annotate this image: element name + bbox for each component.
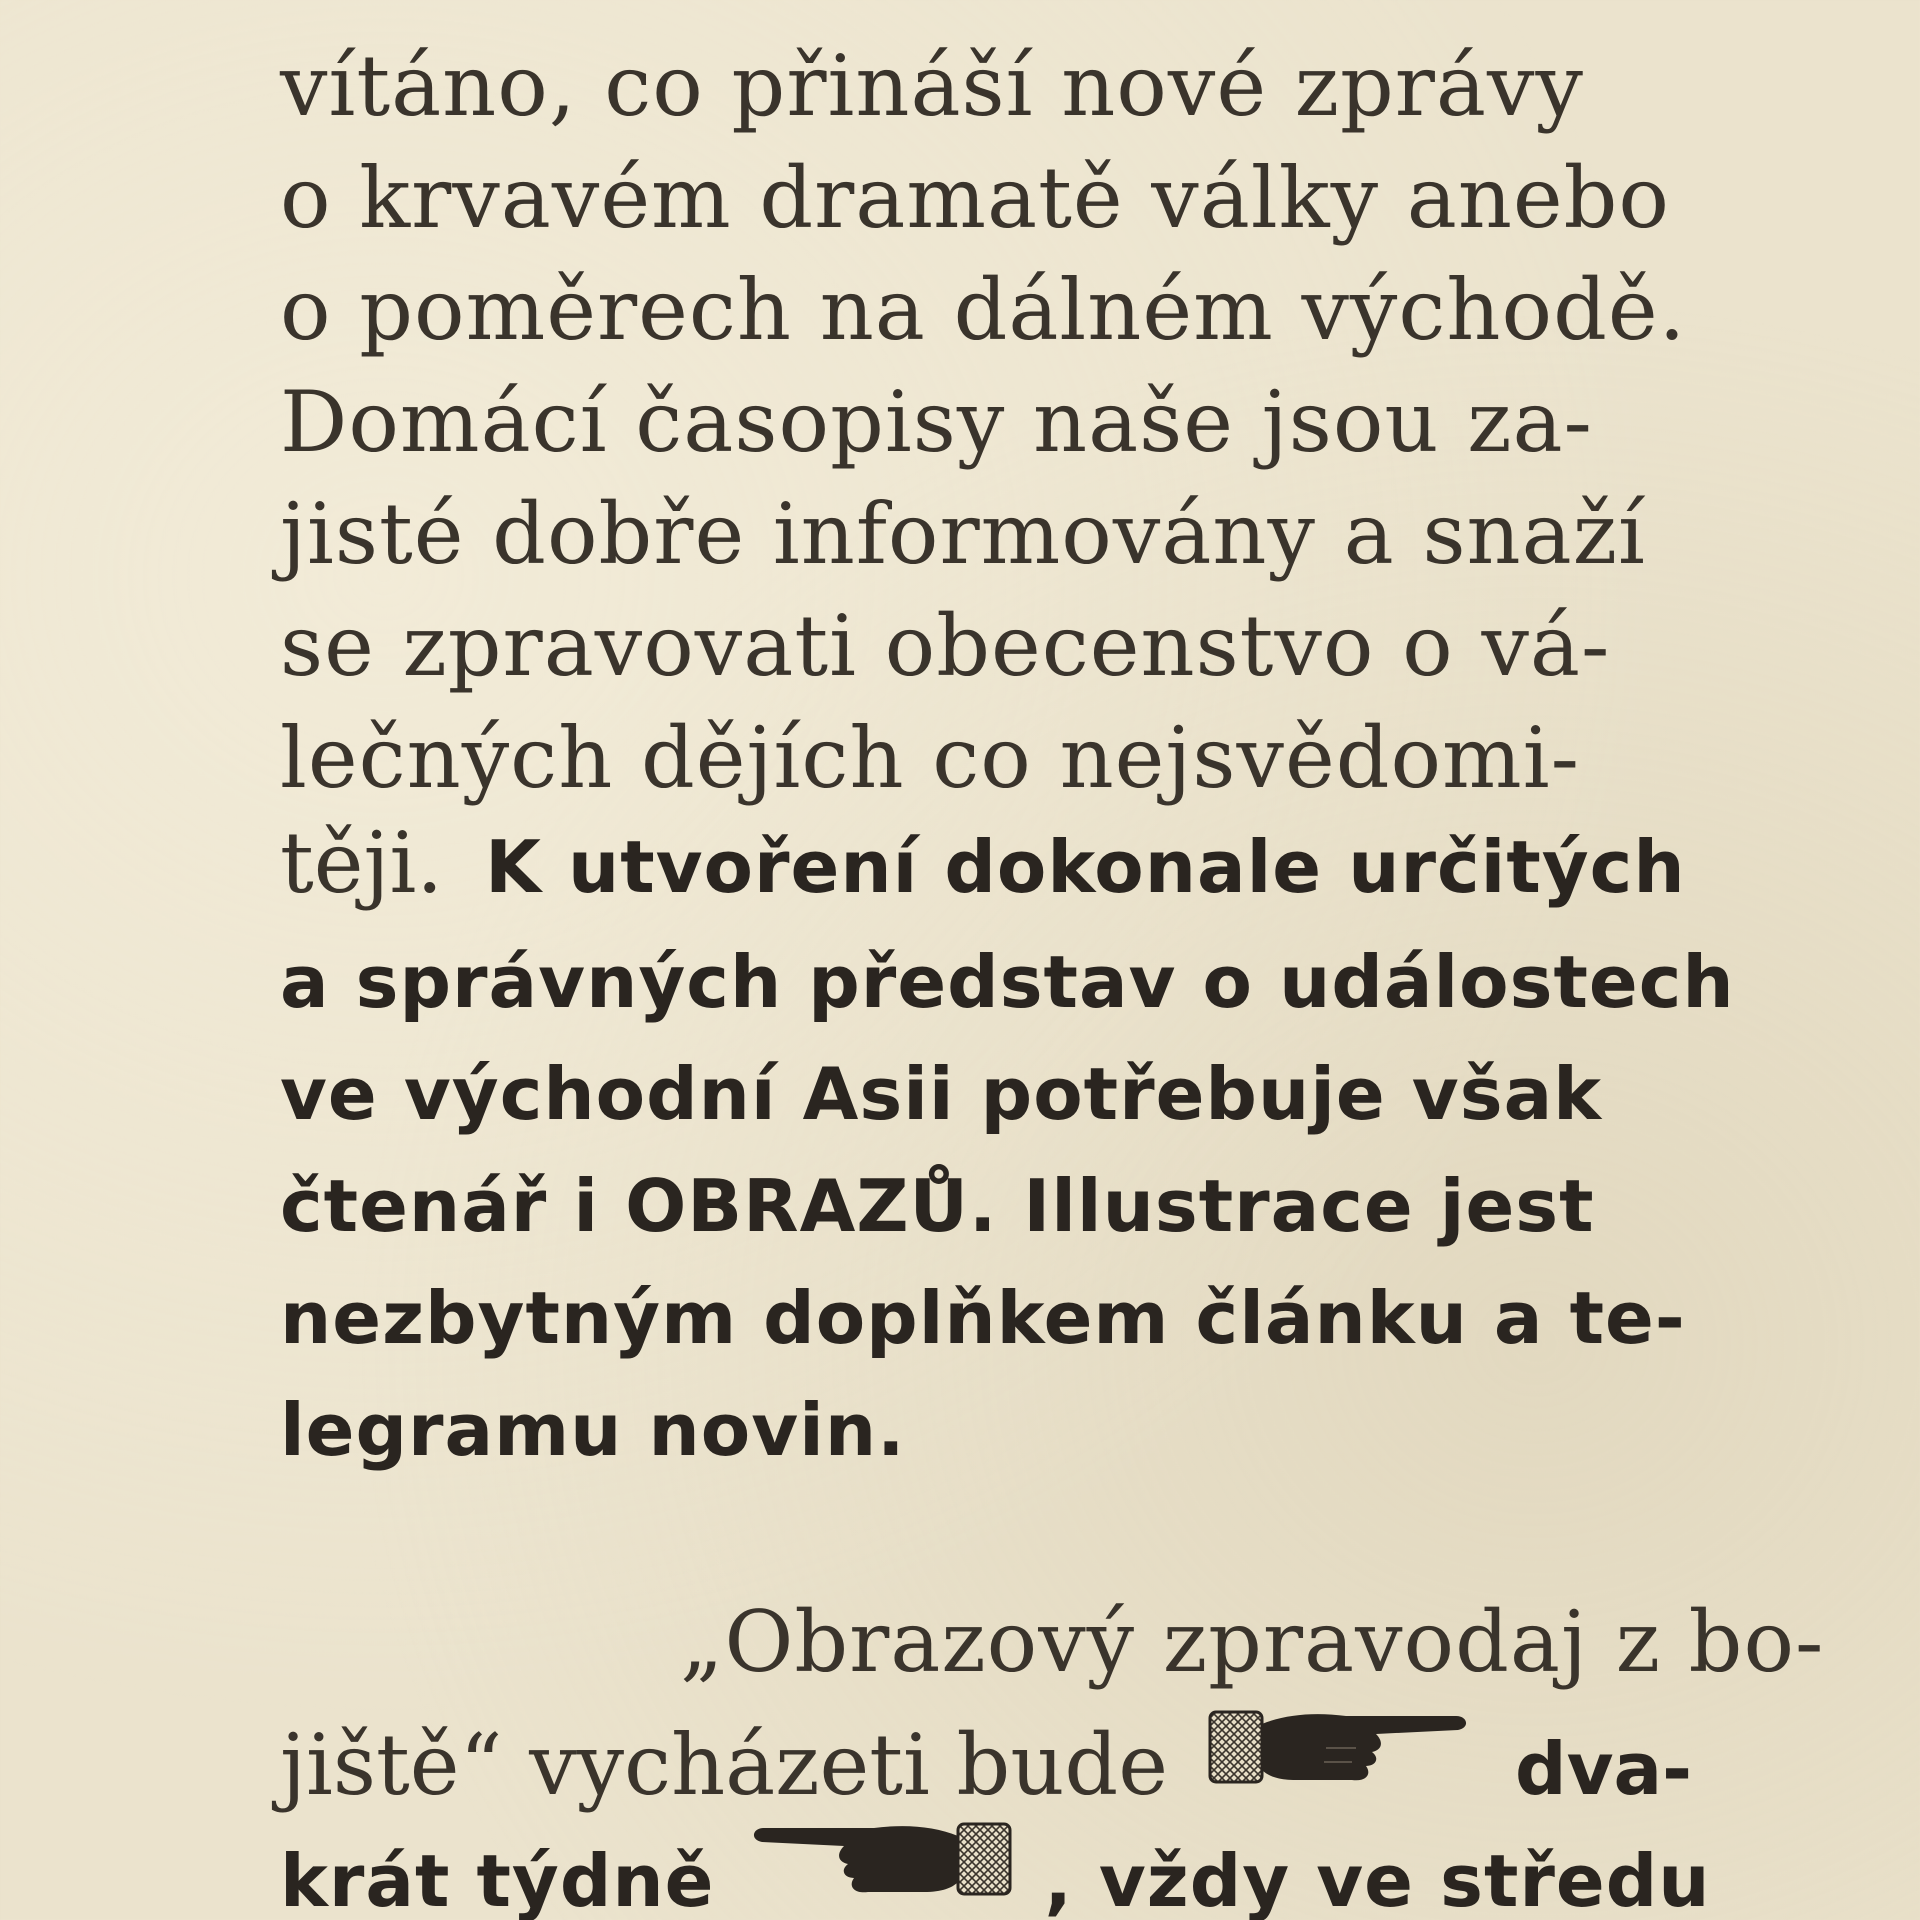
text-line <box>280 926 1735 1038</box>
text-line <box>280 814 1692 926</box>
line-text: a správných představ o událostech <box>280 940 1735 1024</box>
text-line <box>280 1262 1692 1374</box>
text-line <box>280 702 1692 814</box>
text-line <box>280 478 1692 590</box>
text-line <box>280 1698 1692 1814</box>
text-line <box>280 1374 1692 1486</box>
line-text: o krvavém dramatě války anebo <box>280 149 1670 247</box>
line-text-bold: dva- <box>1515 1727 1692 1811</box>
line-text: lečných dějích co nejsvědomi- <box>280 709 1580 807</box>
pointing-hand-right-icon <box>1206 1698 1476 1794</box>
line-text: jisté dobře informovány a snaží <box>280 485 1646 583</box>
pointing-hand-left-icon <box>744 1810 1014 1906</box>
text-line <box>280 366 1692 478</box>
line-text: čtenář i OBRAZŮ. Illustrace jest <box>280 1164 1595 1248</box>
text-line <box>280 30 1692 142</box>
text-line <box>280 590 1692 702</box>
line-text: se zpravovati obecenstvo o vá- <box>280 597 1611 695</box>
text-line <box>480 1586 1892 1698</box>
line-text: nezbytným doplňkem článku a te- <box>280 1276 1686 1360</box>
line-text-bold: krát týdně <box>280 1839 715 1920</box>
line-text: ve východní Asii potřebuje však <box>280 1052 1603 1136</box>
line-text: „Obrazový zpravodaj z bo- <box>680 1593 1825 1691</box>
line-text-bold: K utvoření dokonale určitých <box>485 825 1686 909</box>
line-text: vítáno, co přináší nové zprávy <box>280 37 1584 135</box>
line-text: legramu novin. <box>280 1388 906 1472</box>
text-line <box>280 1150 1692 1262</box>
text-line <box>280 1810 1711 1920</box>
line-text: o poměrech na dálném východě. <box>280 261 1687 359</box>
line-text-bold: , vždy ve středu <box>1044 1839 1711 1920</box>
line-text-serif: jiště“ vycházeti bude <box>280 1716 1168 1814</box>
text-line <box>280 1038 1692 1150</box>
line-text: Domácí časopisy naše jsou za- <box>280 373 1593 471</box>
text-line <box>280 254 1692 366</box>
text-line <box>280 142 1692 254</box>
line-text-serif: těji. <box>280 814 444 912</box>
